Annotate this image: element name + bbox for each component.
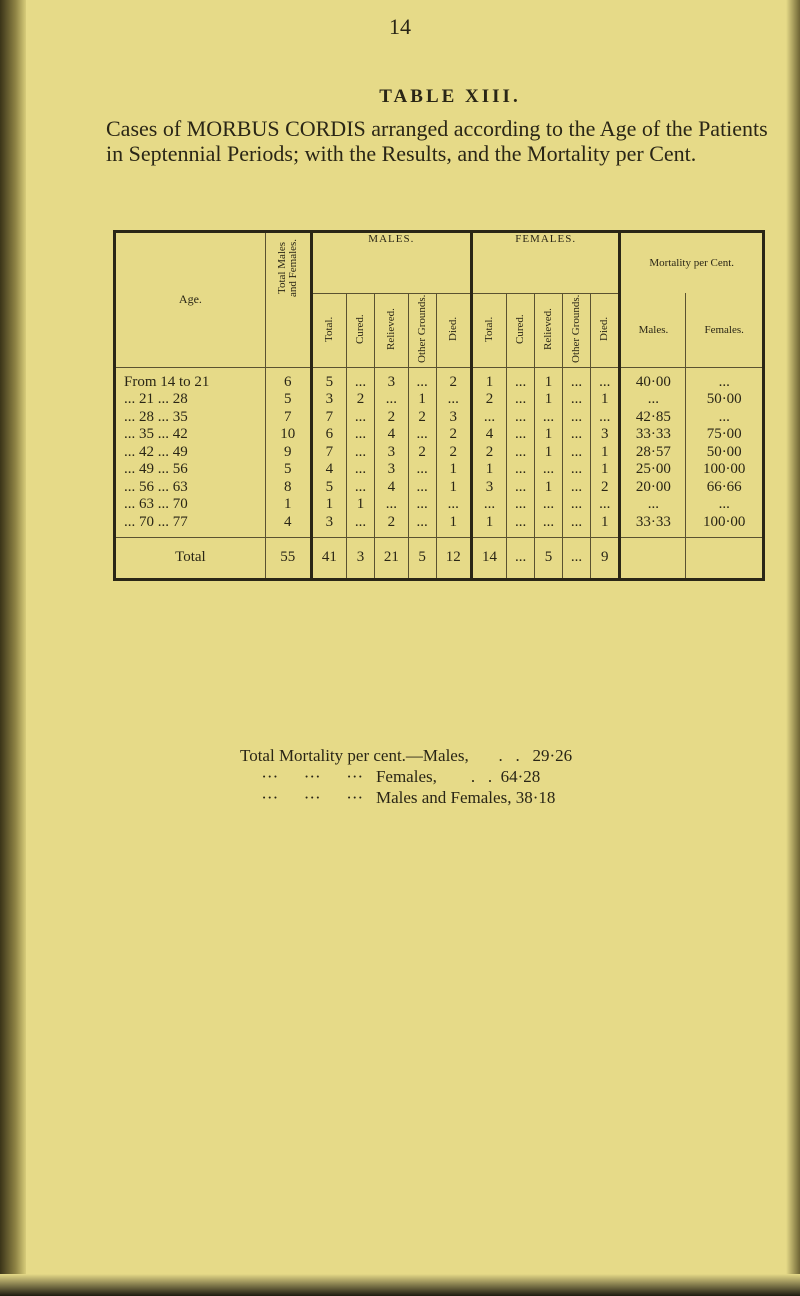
cell-value: 7 [325, 443, 334, 460]
cell-value: 1 [284, 496, 292, 512]
cell-value: ... [514, 443, 527, 460]
cell-value: 2 [387, 408, 396, 425]
age-range: ... 35 ... 42 [124, 426, 188, 442]
males-subheader [374, 293, 408, 367]
cell-value: ... [570, 443, 583, 460]
cell-value: 1 [449, 461, 457, 477]
table-caption: Cases of MORBUS CORDIS arranged according to the Age of the Patients in Septennial Periods; with the Results, and the Mortality per Cent. [106, 116, 768, 166]
cell-value: 1 [485, 461, 494, 477]
cell-value: 1 [544, 391, 553, 407]
cell-value: 100·00 [702, 461, 746, 477]
cell-value: 1 [449, 478, 457, 495]
males-subheader [408, 293, 436, 367]
totals-value: 55 [265, 538, 311, 580]
cell-value: 3 [485, 478, 494, 495]
mortality-males-header: Males. [620, 293, 686, 367]
summary-line: ··· ··· ··· Females, . . 64·28 [240, 767, 541, 786]
cell-value: ... [514, 478, 527, 495]
cell-value: 1 [544, 443, 553, 460]
cell-value: ... [718, 408, 730, 425]
cell-value: 4 [387, 478, 396, 495]
cell-value: ... [514, 373, 527, 390]
cell-value: ... [647, 391, 660, 407]
cell-value: ... [416, 426, 428, 442]
cell-value: 1 [544, 426, 553, 442]
cell-value: ... [354, 461, 367, 477]
summary-line: ··· ··· ··· Males and Females, 38·18 [240, 788, 556, 807]
cell-value: ... [570, 373, 583, 390]
cell-value: ... [514, 496, 527, 512]
cell-value: 1 [356, 496, 365, 512]
cell-value: 2 [600, 478, 609, 495]
females-subheader [590, 293, 619, 367]
totals-value: 12 [436, 538, 471, 580]
subheader-label: Died. [446, 316, 459, 341]
cell-value: ... [416, 496, 428, 512]
cell-value: ... [647, 496, 660, 512]
cell-value: ... [570, 408, 583, 425]
page-number: 14 [389, 14, 411, 39]
cell-value: ... [447, 391, 459, 407]
cell-value: ... [416, 478, 428, 495]
cell-value: 6 [325, 426, 334, 442]
totals-empty [620, 538, 686, 580]
mortality-summary [240, 745, 572, 808]
cell-value: ... [570, 461, 583, 477]
mortality-header: Mortality per Cent. [620, 232, 764, 294]
cell-value: 2 [387, 513, 396, 530]
cell-value: ... [599, 373, 611, 390]
cell-value: 3 [600, 426, 609, 442]
cell-value: 20·00 [635, 478, 671, 495]
subheader-label: Relieved. [542, 307, 555, 350]
females-column [471, 367, 506, 538]
cell-value: 6 [284, 373, 292, 390]
totals-value: 5 [535, 538, 563, 580]
cell-value: 75·00 [706, 426, 742, 442]
males-subheader [436, 293, 471, 367]
cell-value: 7 [325, 408, 334, 425]
cell-value: 3 [387, 443, 396, 460]
cell-value: 2 [418, 443, 426, 460]
cell-value: 2 [485, 443, 494, 460]
cell-value: ... [514, 426, 527, 442]
cell-value: ... [542, 496, 555, 512]
age-range: ... 42 ... 49 [124, 443, 188, 460]
cell-value: 3 [449, 408, 457, 425]
males-column [374, 367, 408, 538]
cell-value: ... [514, 391, 527, 407]
table-title: TABLE XIII. [379, 86, 521, 107]
cell-value: 5 [325, 373, 334, 390]
cell-value: 1 [418, 391, 426, 407]
cell-value: 2 [418, 408, 426, 425]
cell-value: ... [570, 513, 583, 530]
cell-value: ... [385, 496, 397, 512]
cell-value: 2 [449, 373, 457, 390]
cell-value: 28·57 [635, 443, 671, 460]
subheader-label: Other Grounds. [569, 294, 582, 363]
subheader-label: Relieved. [384, 307, 397, 350]
cell-value: 1 [449, 513, 457, 530]
cell-value: 1 [600, 513, 609, 530]
total-column [265, 367, 311, 538]
cell-value: 1 [600, 443, 609, 460]
totals-value: 9 [590, 538, 619, 580]
cell-value: 2 [356, 391, 365, 407]
totals-value: 5 [408, 538, 436, 580]
cell-value: 10 [280, 426, 296, 442]
females-column [563, 367, 591, 538]
table-body-rows [115, 367, 764, 538]
mortality-males-column [620, 367, 686, 538]
page-edge [786, 0, 800, 1296]
cell-value: 50·00 [706, 391, 742, 407]
subheader-label: Cured. [514, 313, 527, 344]
cell-value: 3 [387, 373, 396, 390]
cell-value: 1 [544, 478, 553, 495]
cell-value: ... [542, 408, 555, 425]
cell-value: 1 [325, 496, 334, 512]
totals-row [115, 538, 764, 580]
page-bottom-edge [0, 1274, 800, 1296]
cell-value: 2 [449, 426, 457, 442]
cell-value: 33·33 [635, 426, 671, 442]
totals-value: ... [507, 538, 535, 580]
cell-value: 50·00 [706, 443, 742, 460]
males-subheader [311, 293, 346, 367]
cell-value: 1 [485, 373, 494, 390]
book-binding [0, 0, 26, 1296]
age-range: ... 63 ... 70 [124, 496, 188, 512]
cell-value: ... [570, 391, 583, 407]
subheader-label: Cured. [353, 313, 366, 344]
females-subheader [471, 293, 506, 367]
cell-value: ... [514, 408, 527, 425]
cell-value: ... [416, 461, 428, 477]
cell-value: ... [483, 496, 496, 512]
cell-value: ... [354, 373, 367, 390]
cell-value: ... [385, 391, 397, 407]
age-header: Age. [178, 292, 202, 307]
males-header: MALES. [311, 232, 471, 294]
males-column [311, 367, 346, 538]
totals-value: 41 [311, 538, 346, 580]
subheader-label: Other Grounds. [415, 294, 428, 363]
cell-value: 1 [600, 391, 609, 407]
cell-value: ... [416, 373, 428, 390]
cell-value: ... [570, 496, 583, 512]
cell-value: 25·00 [635, 461, 671, 477]
cell-value: ... [447, 496, 459, 512]
cell-value: 4 [325, 461, 334, 477]
age-range: ... 21 ... 28 [124, 391, 188, 407]
females-column [507, 367, 535, 538]
females-column [590, 367, 619, 538]
cell-value: 1 [600, 461, 609, 477]
cell-value: 4 [284, 513, 292, 530]
cell-value: ... [514, 513, 527, 530]
males-column [436, 367, 471, 538]
summary-line: Total Mortality per cent.—Males, . . 29·26 [240, 746, 573, 765]
cell-value: 8 [284, 478, 292, 495]
subheader-label: Total. [482, 315, 495, 342]
totals-empty [686, 538, 764, 580]
males-column [408, 367, 436, 538]
cell-value: 3 [387, 461, 396, 477]
females-column [535, 367, 563, 538]
cell-value: 42·85 [635, 408, 671, 425]
cell-value: 2 [449, 443, 457, 460]
cell-value: 5 [284, 391, 292, 407]
cell-value: ... [354, 426, 367, 442]
totals-value: 14 [471, 538, 506, 580]
males-subheader [347, 293, 375, 367]
females-subheader [535, 293, 563, 367]
cell-value: 40·00 [635, 373, 671, 390]
cell-value: ... [354, 513, 367, 530]
age-range: ... 56 ... 63 [124, 478, 188, 495]
cell-value: ... [570, 478, 583, 495]
totals-label: Total [115, 538, 266, 580]
mortality-females-column [686, 367, 764, 538]
males-column [347, 367, 375, 538]
cell-value: 5 [284, 461, 292, 477]
cell-value: 7 [284, 408, 292, 425]
age-range: ... 28 ... 35 [124, 408, 188, 425]
mortality-females-header: Females. [686, 293, 764, 367]
cell-value: 3 [325, 391, 334, 407]
cell-value: 100·00 [702, 513, 746, 530]
females-subheader [507, 293, 535, 367]
totals-value: 21 [374, 538, 408, 580]
totals-value: 3 [347, 538, 375, 580]
cell-value: ... [354, 478, 367, 495]
morbus-cordis-table [113, 230, 765, 581]
age-column [115, 367, 266, 538]
cell-value: 9 [284, 443, 292, 460]
cell-value: 66·66 [706, 478, 742, 495]
cell-value: ... [483, 408, 496, 425]
cell-value: ... [354, 443, 367, 460]
cell-value: 4 [387, 426, 396, 442]
total-mf-header: Total Males and Females. [275, 238, 299, 298]
age-range: From 14 to 21 [124, 373, 210, 390]
cell-value: 3 [325, 513, 334, 530]
cell-value: ... [570, 426, 583, 442]
cell-value: 4 [485, 426, 494, 442]
age-range: ... 70 ... 77 [124, 513, 188, 530]
cell-value: ... [514, 461, 527, 477]
subheader-label: Died. [598, 316, 611, 341]
totals-value: ... [563, 538, 591, 580]
cell-value: ... [718, 496, 730, 512]
cell-value: ... [718, 373, 730, 390]
females-header: FEMALES. [471, 232, 620, 294]
females-subheader [563, 293, 591, 367]
subheader-label: Total. [322, 315, 335, 342]
cell-value: ... [416, 513, 428, 530]
cell-value: ... [542, 513, 555, 530]
cell-value: 1 [485, 513, 494, 530]
cell-value: 2 [485, 391, 494, 407]
cell-value: ... [354, 408, 367, 425]
age-range: ... 49 ... 56 [124, 461, 188, 477]
cell-value: ... [599, 496, 611, 512]
cell-value: 1 [544, 373, 553, 390]
cell-value: 33·33 [635, 513, 671, 530]
cell-value: 5 [325, 478, 334, 495]
cell-value: ... [542, 461, 555, 477]
cell-value: ... [599, 408, 611, 425]
